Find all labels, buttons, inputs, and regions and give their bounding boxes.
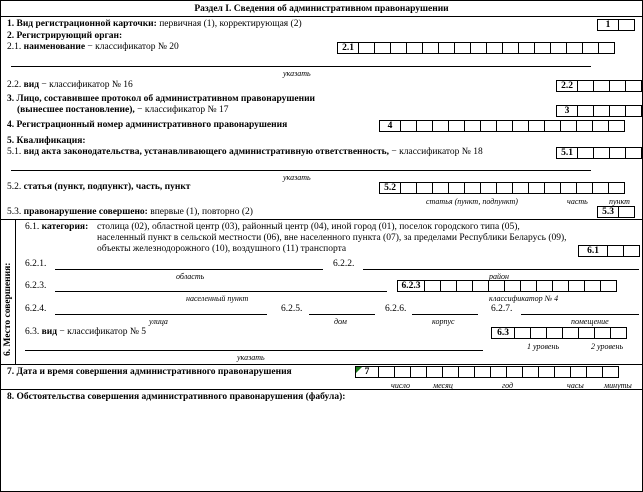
field-6-2-1-hint: область (176, 272, 205, 281)
marker-flag-icon (356, 367, 362, 373)
field-6-3-hint: указать (237, 353, 265, 362)
field-6-3-input[interactable] (515, 327, 627, 339)
field-8-label: 8. Обстоятельства совершения административного правонарушения (фабула): (7, 392, 346, 402)
field-4-label: 4. Регистрационный номер административного правонарушения (7, 120, 288, 130)
field-6-2-3-line[interactable] (55, 291, 387, 292)
field-5-label: 5. Квалификация: (7, 136, 86, 146)
field-6-1: 6.1. категория: (25, 222, 89, 232)
field-6-2-1-line[interactable] (55, 269, 323, 270)
divider (1, 16, 642, 17)
field-6-2-4-line[interactable] (55, 314, 267, 315)
field-2-2-input[interactable] (578, 80, 642, 92)
field-3-input[interactable] (578, 105, 642, 117)
divider (15, 219, 16, 365)
field-6-2-6-num: 6.2.6. (385, 304, 407, 314)
field-6-3-hint-level2: 2 уровень (591, 342, 624, 351)
field-2-2-code: 2.2 (556, 80, 578, 92)
field-6-3: 6.3. вид − классификатор № 5 (25, 327, 147, 337)
field-6-3-hint-level1: 1 уровень (527, 342, 560, 351)
field-1-label: 1. Вид регистрационной карточки: (7, 19, 157, 29)
section-title: Раздел I. Сведения об административном правонарушении (194, 4, 449, 14)
field-5-3-input[interactable] (619, 206, 635, 218)
field-6-2-7-hint: помещение (571, 317, 609, 326)
field-7-input[interactable] (379, 366, 619, 378)
field-1 (7, 19, 302, 30)
field-6-2-6-hint: корпус (432, 317, 455, 326)
field-5-2-code: 5.2 (379, 182, 401, 194)
field-6-2-4-hint: улица (149, 317, 168, 326)
field-6-2-7-line[interactable] (521, 314, 639, 315)
field-1-input[interactable] (619, 19, 635, 31)
field-7-hint-hours: часы (567, 381, 584, 390)
field-4-input[interactable] (401, 120, 625, 132)
field-6-2-3-hint-class: классификатор № 4 (489, 294, 559, 303)
field-2-2: 2.2. вид − классификатор № 16 (7, 80, 133, 90)
field-6-2-5-hint: дом (334, 317, 347, 326)
field-6-3-line[interactable] (25, 350, 483, 351)
field-6-2-5-num: 6.2.5. (281, 304, 303, 314)
field-5-1-line (11, 170, 591, 171)
field-7-hint-day: число (391, 381, 410, 390)
field-6-2-5-line[interactable] (309, 314, 375, 315)
field-7-hint-month: месяц (433, 381, 453, 390)
field-6-1-line2: населенный пункт в сельской местности (06), вне населенного пункта (07), за пределами Республики Беларусь (09), (97, 233, 567, 243)
divider (1, 219, 642, 220)
field-6-2-6-line[interactable] (412, 314, 478, 315)
field-5-2-input[interactable] (401, 182, 625, 194)
field-5-2-hint-point: пункт (609, 197, 630, 206)
field-7-label: 7. Дата и время совершения административного правонарушения (7, 367, 292, 377)
field-6-2-2-line[interactable] (363, 269, 639, 270)
field-6-1-line1: столица (02), областной центр (03), районный центр (04), иной город (01), поселок городского типа (05), (97, 222, 520, 232)
field-6-1-code: 6.1 (578, 245, 608, 257)
field-3-code: 3 (556, 105, 578, 117)
field-6-2-2-num: 6.2.2. (333, 259, 355, 269)
field-5-3: 5.3. правонарушение совершено: впервые (1), повторно (2) (7, 207, 253, 217)
field-4-code: 4 (379, 120, 401, 132)
field-2-1-hint: указать (283, 69, 311, 78)
field-5-3-code: 5.3 (597, 206, 619, 218)
field-5-2-hint-part: часть (567, 197, 588, 206)
field-5-2: 5.2. статья (пункт, подпункт), часть, пункт (7, 182, 191, 192)
divider (1, 389, 642, 390)
field-2-1: 2.1. наименование − классификатор № 20 (7, 42, 179, 52)
field-6-side-label: 6. Место совершения: (3, 262, 13, 356)
field-2-1-input[interactable] (359, 42, 615, 54)
field-3-label1: 3. Лицо, составившее протокол об административном правонарушении (7, 94, 316, 104)
field-1-code: 1 (597, 19, 619, 31)
field-7-hint-minutes: минуты (604, 381, 632, 390)
field-2-label: 2. Регистрирующий орган: (7, 31, 123, 41)
field-6-2-3-code: 6.2.3 (397, 280, 425, 292)
field-6-1-line3: объекты железнодорожного (10), воздушного (11) транспорта (97, 244, 347, 254)
field-5-2-hint-article: статья (пункт, подпункт) (426, 197, 518, 206)
divider (1, 364, 642, 365)
field-6-1-input[interactable] (608, 245, 640, 257)
field-7-code: 7 (355, 366, 379, 378)
field-6-2-3-hint: населенный пункт (186, 294, 249, 303)
field-6-2-1-num: 6.2.1. (25, 259, 47, 269)
field-5-1: 5.1. вид акта законодательства, устанавливающего административную ответственность, − классификатор № 18 (7, 147, 483, 157)
field-5-1-code: 5.1 (556, 147, 578, 159)
field-6-2-4-num: 6.2.4. (25, 304, 47, 314)
field-2-1-code: 2.1 (337, 42, 359, 54)
field-7-hint-year: год (502, 381, 514, 390)
field-3-label2: (вынесшее постановление), − классификатор № 17 (17, 105, 229, 115)
field-5-1-input[interactable] (578, 147, 642, 159)
field-1-options: первичная (1), корректирующая (2) (159, 19, 302, 29)
field-2-1-line (11, 66, 591, 67)
field-6-2-3-num: 6.2.3. (25, 281, 47, 291)
field-6-2-2-hint: район (489, 272, 509, 281)
field-5-1-hint: указать (283, 173, 311, 182)
field-6-2-7-num: 6.2.7. (491, 304, 513, 314)
field-6-3-code: 6.3 (491, 327, 515, 339)
field-6-2-3-input[interactable] (425, 280, 617, 292)
field-8-textarea[interactable] (1, 404, 642, 490)
